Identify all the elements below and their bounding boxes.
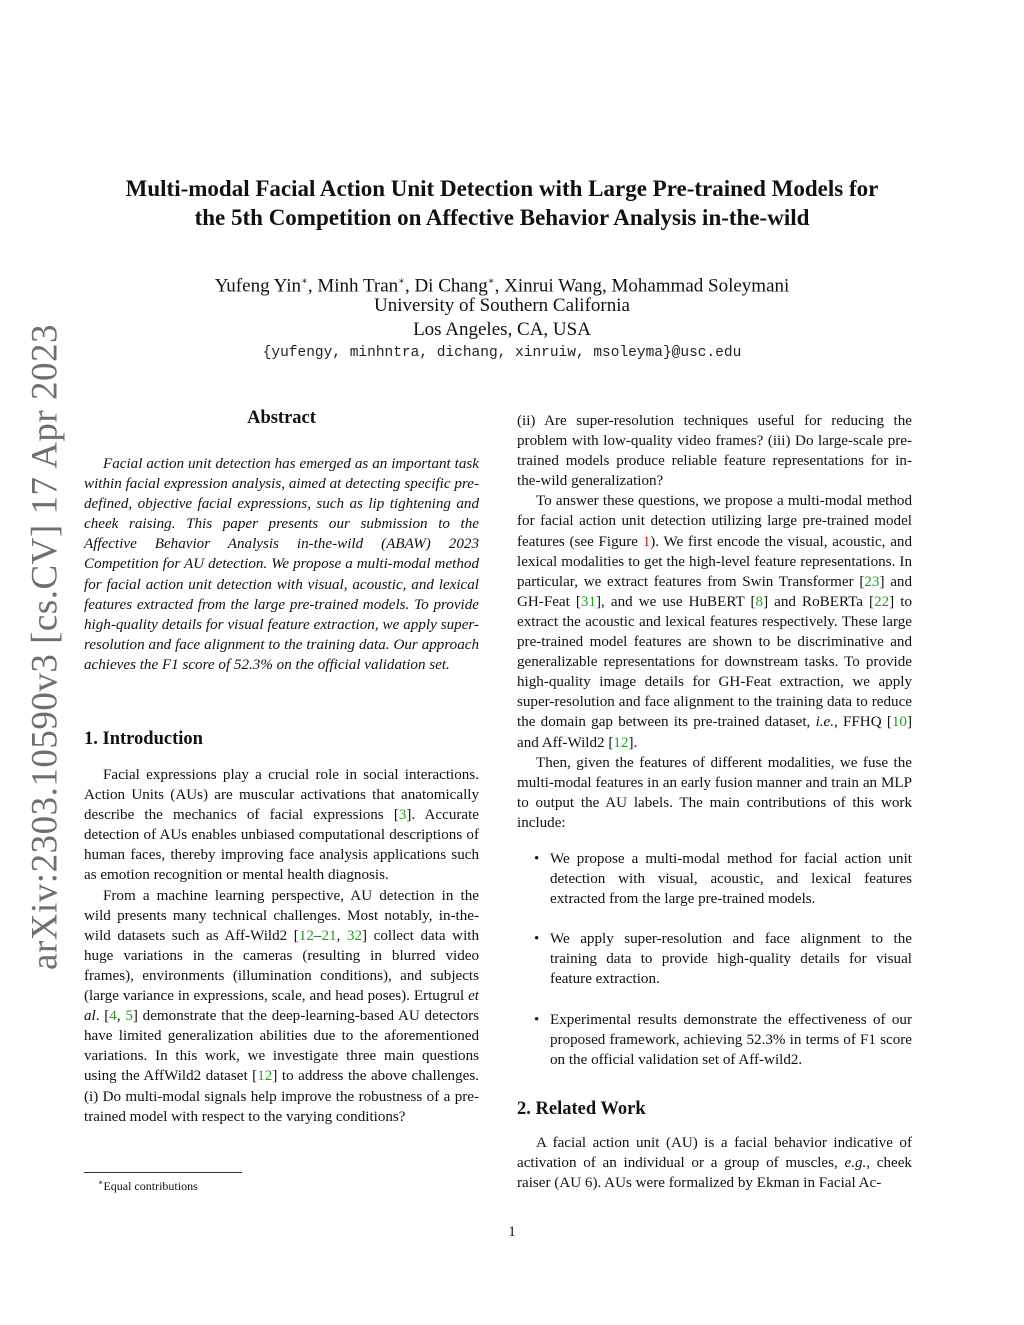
abstract-heading: Abstract [247,408,316,428]
footnote [98,1178,198,1194]
text-run: ] and Aff-Wild2 [ [517,714,912,751]
contribution-text: Experimental results demonstrate the effectiveness of our proposed framework, achieving 52.3% in terms of F1 score on the official validation set of Aff-wild2. [550,1011,912,1068]
method-paragraph [517,491,912,752]
text-run: ] to extract the acoustic and lexical features respectively. These large pre-trained model features are shown to be discriminative and generalizable representations for downstream tasks. To provide high-quality image details for GH-Feat extraction, we apply super-resolution and face alignment to the training data to reduce the domain gap between its pre-trained dataset, [517,593,913,731]
text-run: ). We first encode the visual, acoustic, and lexical modalities to get the high-level feature representations. In particular, we extract features from Swin Transformer [ [517,533,912,590]
citation-link[interactable]: 3 [398,807,407,824]
citation-link[interactable]: 5 [125,1008,133,1025]
title-line-1: Multi-modal Facial Action Unit Detection with Large Pre-trained Models for [125,176,879,201]
bullet-glyph: • [534,1011,540,1028]
affiliation: University of Southern California [374,295,630,316]
author-2: Minh Tran [317,275,399,297]
equal-contrib-mark: ∗ [487,276,495,287]
citation-link[interactable]: 23 [864,573,880,590]
title-line-2: the 5th Competition on Affective Behavior Analysis in-the-wild [194,205,810,230]
introduction-body [84,765,479,1127]
text-run: ] and RoBERTa [ [763,593,875,610]
citation-link[interactable]: 12 [613,734,629,751]
text-run: . [ [95,1008,110,1025]
author-emails: {yufengy, minhntra, dichang, xinruiw, msoleyma}@usc.edu [262,345,742,361]
text-run: ] to address the above challenges. (i) Do multi-modal signals help improve the robustness of a pre-trained model with respect to the varying conditions? [84,1068,479,1125]
contribution-item [517,1010,912,1070]
emphasis: e.g. [844,1155,867,1172]
bullet-glyph: • [534,850,540,867]
related-work-paragraph [517,1133,912,1193]
citation-link[interactable]: 22 [874,593,890,610]
author-1: Yufeng Yin [214,275,302,297]
text-run: , [336,927,347,944]
text-run: A facial action unit (AU) is a facial behavior indicative of activation of an individual or a group of muscles, [517,1135,912,1172]
text-run: ]. [628,734,638,751]
text-run: ], and we use HuBERT [ [596,593,756,610]
author-3: Di Chang [414,275,488,297]
text-run: ] collect data with huge variations in the cameras (resulting in blurred video frames), environments (illumination conditions), and subjects (large variance in expressions, scale, and head poses). Ertugrul [84,927,480,1005]
citation-link[interactable]: 21 [321,927,337,944]
bullet-glyph: • [534,931,540,948]
citation-link[interactable]: 12 [298,927,314,944]
fusion-paragraph: Then, given the features of different modalities, we fuse the multi-modal features in an early fusion manner and train an MLP to output the AU labels. The main contributions of this work include: [517,754,912,831]
contribution-item [517,849,912,909]
citation-link[interactable]: 32 [346,927,363,944]
contribution-item [517,929,912,989]
arxiv-id-text: arXiv:2303.10590v3 [cs.CV] 17 Apr 2023 [24,324,66,970]
footnote-mark: ∗ [98,1178,104,1187]
footnote-text: Equal contributions [103,1179,198,1193]
text-run: , [116,1008,126,1025]
citation-link[interactable]: 10 [891,714,907,731]
intro-paragraph-2 [84,886,479,1127]
text-run: To answer these questions, we propose a multi-modal method for facial action unit detection utilizing large pre-trained model features (see Figure [517,493,912,550]
page-number: 1 [508,1224,516,1240]
text-run: Facial expressions play a crucial role in social interactions. Action Units (AUs) are muscular activations that anatomically describe the mechanics of facial expressions [ [84,767,479,824]
section-heading-related-work: 2. Related Work [517,1099,646,1119]
arxiv-watermark [20,324,70,970]
location: Los Angeles, CA, USA [413,319,591,340]
text-run: , FFHQ [ [834,714,892,731]
text-run: , cheek raiser (AU 6). AUs were formalized by Ekman in Facial Ac- [517,1155,912,1192]
author-list: Yufeng Yin∗, Minh Tran∗, Di Chang∗, Xinrui Wang, Mohammad Soleymani [214,275,790,297]
paper-title [60,174,944,232]
text-run: ]. Accurate detection of AUs enables unbiased computational descriptions of human faces, thereby improving face analysis applications such as emotion recognition or mental health diagnosis. [84,807,479,884]
contribution-text: We apply super-resolution and face alignment to the training data to provide high-quality details for visual feature extraction. [550,931,912,988]
citation-link[interactable]: 8 [755,593,764,610]
text-run: – [313,927,322,944]
citation-link[interactable]: 4 [109,1008,117,1025]
citation-link[interactable]: 12 [257,1068,273,1085]
figure-ref-link[interactable]: 1 [642,533,651,550]
equal-contrib-mark: ∗ [301,276,308,287]
contributions-list [517,849,912,1070]
emphasis: et al [84,988,479,1025]
right-column-body [517,411,912,1090]
related-work-body [517,1133,912,1193]
abstract-body [84,454,479,675]
section-heading-introduction: 1. Introduction [84,729,203,749]
emphasis: i.e. [815,714,835,731]
text-run: ] and GH-Feat [ [517,573,912,610]
footnote-rule [84,1172,242,1173]
text-run: From a machine learning perspective, AU detection in the wild presents many technical challenges. Most notably, in-the-wild datasets such as Aff-Wild2 [ [84,887,479,944]
contribution-text: We propose a multi-modal method for facial action unit detection with visual, acoustic, and lexical features extracted from the large pre-trained models. [550,850,912,908]
other-authors: Xinrui Wang, Mohammad Soleymani [504,275,790,297]
abstract-text: Facial action unit detection has emerged as an important task within facial expression analysis, aimed at detecting specific pre-defined, objective facial expressions, such as lip tightening and cheek raising. This paper presents our submission to the Affective Behavior Analysis in-the-wild (ABAW) 2023 Competition for AU detection. We propose a multi-modal method for facial action unit detection with visual, acoustic, and lexical features extracted from the large pre-trained models. To provide high-quality details for visual feature extraction, we apply super-resolution and face alignment to the training data. Our approach achieves the F1 score of 52.3% on the official validation set. [84,456,479,673]
text-run: ] demonstrate that the deep-learning-based AU detectors have limited generalization abilities due to the aforementioned variations. In this work, we investigate three main questions using the AffWild2 dataset [ [84,1008,480,1085]
equal-contrib-mark: ∗ [398,276,405,287]
research-questions-paragraph: (ii) Are super-resolution techniques useful for reducing the problem with low-quality video frames? (iii) Do large-scale pre-trained models produce reliable feature representations for in-the-wild generalization? [517,413,912,490]
citation-link[interactable]: 31 [580,593,597,610]
intro-paragraph-1 [84,765,479,886]
